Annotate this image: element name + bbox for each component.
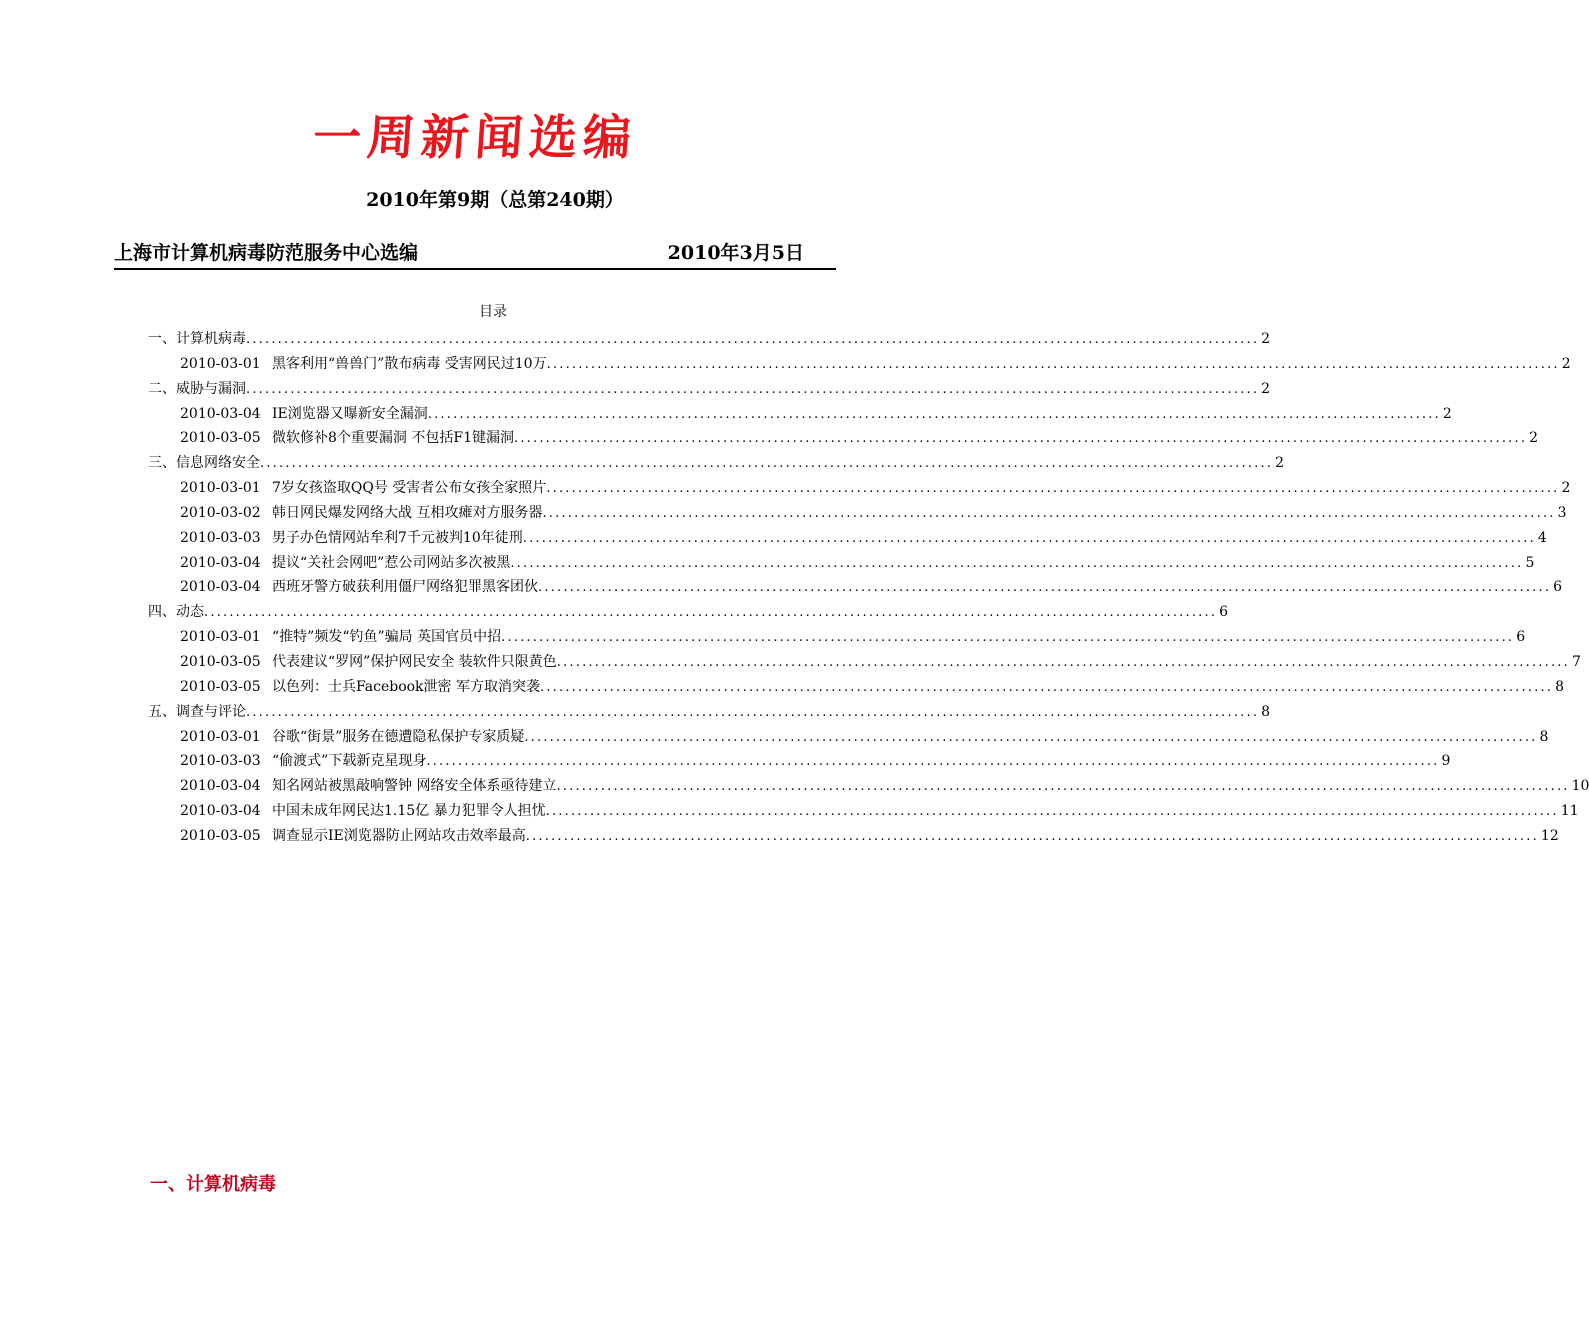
toc-entry-title: 代表建议“罗网”保护网民安全 装软件只限黄色 xyxy=(272,653,557,670)
toc-page-number: 12 xyxy=(1540,827,1559,844)
masthead xyxy=(114,236,836,270)
toc-leader: ................................................................................................................................................................ xyxy=(204,605,1218,621)
toc-entry-date: 2010-03-05 xyxy=(180,678,261,695)
section-heading: 一、计算机病毒 xyxy=(150,1174,276,1195)
toc-leader: ................................................................................................................................................................ xyxy=(542,505,1556,521)
toc-entry[interactable] xyxy=(148,826,1559,851)
toc-leader: ................................................................................................................................................................ xyxy=(426,754,1440,770)
table-of-contents xyxy=(148,329,1589,851)
toc-page-number: 2 xyxy=(1261,331,1271,347)
toc-entry-title: 以色列：士兵Facebook泄密 军方取消突袭 xyxy=(272,678,540,695)
toc-page-number: 2 xyxy=(1442,405,1452,422)
toc-page-number: 2 xyxy=(1561,355,1571,372)
toc-leader: ................................................................................................................................................................ xyxy=(246,704,1260,720)
toc-entry[interactable] xyxy=(148,528,1547,553)
toc-page-number: 6 xyxy=(1553,579,1563,596)
toc-entry[interactable] xyxy=(148,677,1565,702)
toc-entry-date: 2010-03-03 xyxy=(180,529,261,546)
toc-entry[interactable] xyxy=(148,453,1285,478)
toc-leader: ................................................................................................................................................................ xyxy=(513,431,1528,447)
toc-leader: ................................................................................................................................................................ xyxy=(260,456,1274,472)
toc-entry-title: 提议“关社会网吧”惹公司网站多次被黑 xyxy=(272,554,511,571)
toc-page-number: 10 xyxy=(1571,778,1589,795)
toc-entry-date: 2010-03-04 xyxy=(180,778,261,795)
toc-entry[interactable] xyxy=(148,553,1535,578)
toc-entry[interactable] xyxy=(148,478,1571,503)
toc-entry[interactable] xyxy=(148,776,1589,801)
toc-entry[interactable] xyxy=(148,577,1563,602)
toc-heading: 目录 xyxy=(479,304,507,320)
toc-entry[interactable] xyxy=(148,652,1581,677)
toc-leader: ................................................................................................................................................................ xyxy=(427,406,1441,422)
toc-entry-title: 五、调查与评论 xyxy=(148,703,246,720)
toc-entry-date: 2010-03-01 xyxy=(180,728,261,745)
toc-leader: ................................................................................................................................................................ xyxy=(524,729,1538,745)
toc-entry-title: 男子办色情网站牟利7千元被判10年徒刑 xyxy=(272,529,523,546)
toc-entry[interactable] xyxy=(148,702,1271,727)
toc-page-number: 2 xyxy=(1561,480,1571,497)
toc-page-number: 11 xyxy=(1560,803,1579,820)
toc-entry-date: 2010-03-05 xyxy=(180,827,261,844)
toc-entry-title: 微软修补8个重要漏洞 不包括F1键漏洞 xyxy=(272,430,514,447)
toc-entry-date: 2010-03-04 xyxy=(180,554,261,571)
toc-entry-date: 2010-03-05 xyxy=(180,430,261,447)
toc-entry[interactable] xyxy=(148,404,1452,429)
toc-page-number: 5 xyxy=(1525,554,1535,571)
toc-entry-title: 西班牙警方破获利用僵尸网络犯罪黑客团伙 xyxy=(272,579,538,596)
toc-entry-date: 2010-03-03 xyxy=(180,753,261,770)
toc-leader: ................................................................................................................................................................ xyxy=(540,679,1554,695)
toc-entry-date: 2010-03-02 xyxy=(180,504,261,521)
toc-leader: ................................................................................................................................................................ xyxy=(546,356,1560,372)
toc-entry-title: 知名网站被黑敲响警钟 网络安全体系亟待建立 xyxy=(272,778,557,795)
toc-leader: ................................................................................................................................................................ xyxy=(556,654,1570,670)
toc-entry-title: 一、计算机病毒 xyxy=(148,331,246,347)
toc-entry-date: 2010-03-04 xyxy=(180,405,261,422)
toc-entry-title: 三、信息网络安全 xyxy=(148,455,260,472)
publication-date: 2010年3月5日 xyxy=(667,242,804,264)
toc-entry-date: 2010-03-01 xyxy=(180,480,261,497)
toc-entry[interactable] xyxy=(148,354,1571,379)
toc-entry[interactable] xyxy=(148,379,1271,404)
issue-number: 2010年第9期（总第240期） xyxy=(366,189,624,211)
toc-entry[interactable] xyxy=(148,727,1549,752)
toc-page-number: 3 xyxy=(1557,504,1567,521)
toc-entry-title: 谷歌“街景”服务在德遭隐私保护专家质疑 xyxy=(272,728,525,745)
toc-page-number: 2 xyxy=(1261,380,1271,397)
toc-page-number: 7 xyxy=(1571,653,1581,670)
toc-entry-title: 二、威胁与漏洞 xyxy=(148,380,246,397)
toc-leader: ................................................................................................................................................................ xyxy=(246,381,1260,397)
toc-entry-title: 中国未成年网民达1.15亿 暴力犯罪令人担忧 xyxy=(272,803,546,820)
toc-leader: ................................................................................................................................................................ xyxy=(501,630,1515,646)
toc-entry-title: 四、动态 xyxy=(148,604,204,621)
toc-entry-title: IE浏览器又曝新安全漏洞 xyxy=(272,405,428,422)
toc-page-number: 6 xyxy=(1516,629,1526,646)
toc-leader: ................................................................................................................................................................ xyxy=(522,530,1536,546)
document-title: 一周新闻选编 xyxy=(311,110,639,166)
toc-entry-title: “偷渡式”下载新克星现身 xyxy=(272,753,427,770)
toc-entry[interactable] xyxy=(148,428,1539,453)
toc-entry-title: “推特”频发“钓鱼”骗局 英国官员中招 xyxy=(272,629,502,646)
toc-leader: ................................................................................................................................................................ xyxy=(246,332,1260,347)
toc-entry-date: 2010-03-01 xyxy=(180,355,261,372)
toc-entry[interactable] xyxy=(148,329,1271,354)
toc-entry-date: 2010-03-05 xyxy=(180,653,261,670)
toc-leader: ................................................................................................................................................................ xyxy=(545,804,1559,820)
toc-entry-title: 韩日网民爆发网络大战 互相攻瘫对方服务器 xyxy=(272,504,543,521)
organization-name: 上海市计算机病毒防范服务中心选编 xyxy=(114,242,419,264)
toc-entry[interactable] xyxy=(148,801,1579,826)
toc-entry[interactable] xyxy=(148,503,1567,528)
toc-leader: ................................................................................................................................................................ xyxy=(525,828,1539,844)
toc-entry-title: 调查显示IE浏览器防止网站攻击效率最高 xyxy=(272,827,526,844)
toc-leader: ................................................................................................................................................................ xyxy=(538,580,1552,596)
toc-entry[interactable] xyxy=(148,751,1451,776)
toc-page-number: 8 xyxy=(1555,678,1565,695)
toc-entry[interactable] xyxy=(148,627,1526,652)
toc-page-number: 2 xyxy=(1529,430,1539,447)
toc-page-number: 8 xyxy=(1261,703,1271,720)
toc-entry[interactable] xyxy=(148,602,1229,627)
toc-entry-date: 2010-03-01 xyxy=(180,629,261,646)
toc-page-number: 4 xyxy=(1537,529,1547,546)
toc-page-number: 9 xyxy=(1441,753,1451,770)
toc-entry-title: 7岁女孩盗取QQ号 受害者公布女孩全家照片 xyxy=(272,480,547,497)
toc-page-number: 8 xyxy=(1539,728,1549,745)
toc-page-number: 2 xyxy=(1275,455,1285,472)
toc-leader: ................................................................................................................................................................ xyxy=(546,481,1560,497)
toc-leader: ................................................................................................................................................................ xyxy=(556,779,1570,795)
toc-entry-title: 黑客利用“兽兽门”散布病毒 受害网民过10万 xyxy=(272,355,547,372)
toc-entry-date: 2010-03-04 xyxy=(180,579,261,596)
toc-page-number: 6 xyxy=(1219,604,1229,621)
toc-leader: ................................................................................................................................................................ xyxy=(510,555,1524,571)
toc-entry-date: 2010-03-04 xyxy=(180,803,261,820)
